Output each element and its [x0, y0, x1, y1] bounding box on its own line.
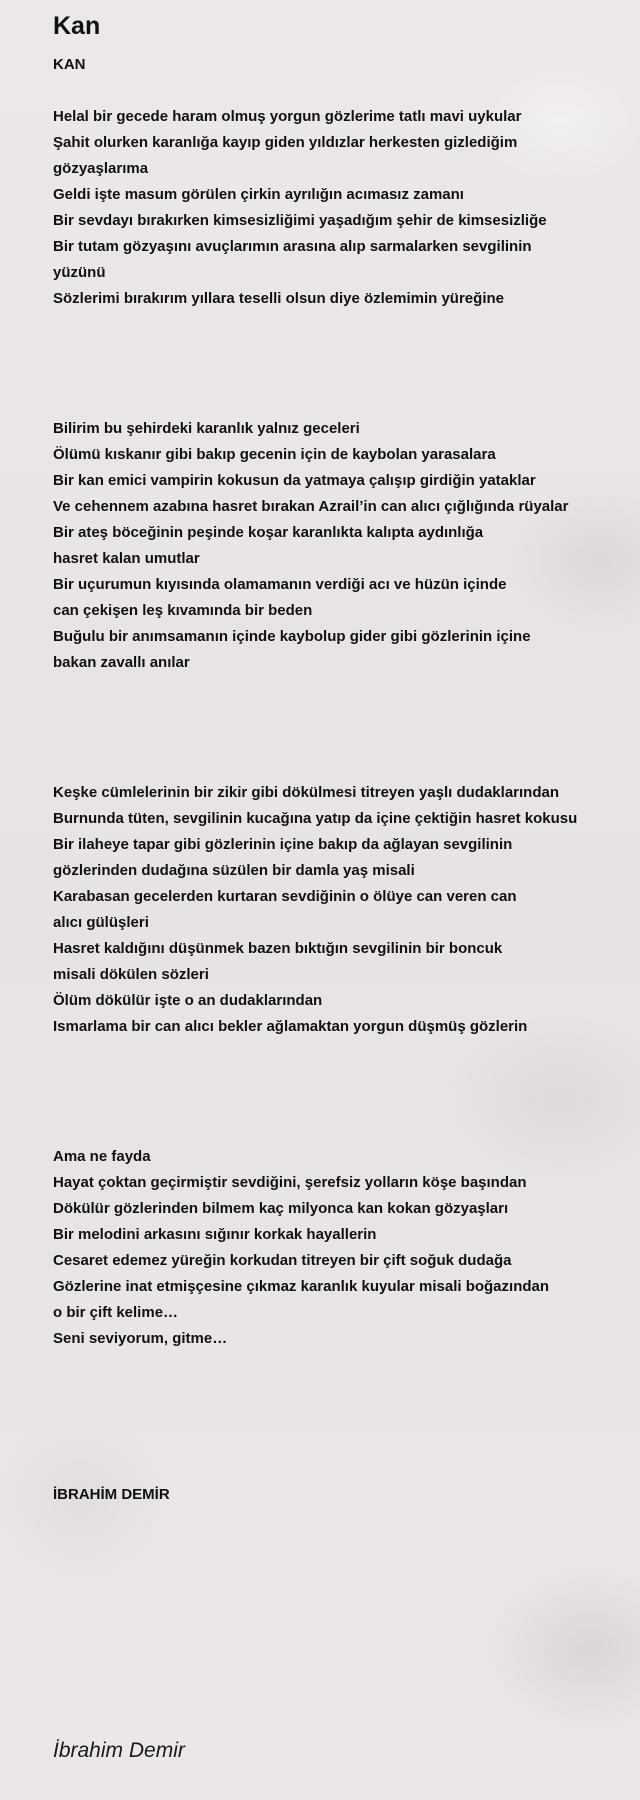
poem-line: Bir sevdayı bırakırken kimsesizliğimi yaşadığım şehir de kimsesizliğe	[53, 212, 547, 229]
stanza-2	[53, 416, 628, 676]
poem-line: Ama ne fayda	[53, 1148, 151, 1165]
spacer	[53, 1404, 628, 1430]
poem-line: Bir ilaheye tapar gibi gözlerinin içine bakıp da ağlayan sevgilinin	[53, 836, 513, 853]
poem-line: yüzünü	[53, 264, 106, 281]
spacer	[53, 676, 628, 702]
poem-line: misali dökülen sözleri	[53, 966, 209, 983]
poem-line: Seni seviyorum, gitme…	[53, 1330, 228, 1347]
poem-line: Şahit olurken karanlığa kayıp giden yıldızlar herkesten gizlediğim	[53, 134, 518, 151]
poem-line: Karabasan gecelerden kurtaran sevdiğinin o ölüye can veren can	[53, 888, 517, 905]
spacer	[53, 1092, 628, 1118]
poem-line: Buğulu bir anımsamanın içinde kaybolup gider gibi gözlerinin içine	[53, 628, 531, 645]
poem-line: hasret kalan umutlar	[53, 550, 200, 567]
spacer	[53, 78, 628, 104]
spacer	[53, 1352, 628, 1378]
poem-line: Bir uçurumun kıyısında olamamanın verdiği acı ve hüzün içinde	[53, 576, 507, 593]
stanza-4	[53, 1144, 628, 1352]
poem-line: gözyaşlarıma	[53, 160, 149, 177]
poem-line: Sözlerimi bırakırım yıllara teselli olsun diye özlemimin yüreğine	[53, 290, 504, 307]
poem-line: Ölüm dökülür işte o an dudaklarından	[53, 992, 323, 1009]
poem-line: Dökülür gözlerinden bilmem kaç milyonca kan kokan gözyaşları	[53, 1200, 509, 1217]
poem-line: Bir tutam gözyaşını avuçlarımın arasına alıp sarmalarken sevgilinin	[53, 238, 532, 255]
poem-line: Ismarlama bir can alıcı bekler ağlamaktan yorgun düşmüş gözlerin	[53, 1018, 528, 1035]
spacer	[53, 364, 628, 390]
poem-line: Burnunda tüten, sevgilinin kucağına yatıp da içine çektiğin hasret kokusu	[53, 810, 578, 827]
poem-body	[53, 52, 628, 1508]
poem-line: Bilirim bu şehirdeki karanlık yalnız geceleri	[53, 420, 360, 437]
spacer	[53, 390, 628, 416]
poem-line: Helal bir gecede haram olmuş yorgun gözlerime tatlı mavi uykular	[53, 108, 522, 125]
spacer	[53, 1066, 628, 1092]
spacer	[53, 728, 628, 754]
poem-line: alıcı gülüşleri	[53, 914, 149, 931]
stanza-1	[53, 104, 628, 312]
spacer	[53, 1456, 628, 1482]
spacer	[53, 338, 628, 364]
poem-line: Hasret kaldığını düşünmek bazen bıktığın sevgilinin bir boncuk	[53, 940, 503, 957]
poem-author: İBRAHİM DEMİR	[53, 1486, 170, 1503]
poem-line: Cesaret edemez yüreğin korkudan titreyen bir çift soğuk dudağa	[53, 1252, 512, 1269]
spacer	[53, 1118, 628, 1144]
poem-line: Keşke cümlelerinin bir zikir gibi dökülmesi titreyen yaşlı dudaklarından	[53, 784, 559, 801]
poem-heading: KAN	[53, 56, 86, 73]
poem-line: Bir ateş böceğinin peşinde koşar karanlıkta kalıpta aydınlığa	[53, 524, 484, 541]
poem-line: Hayat çoktan geçirmiştir sevdiğini, şerefsiz yolların köşe başından	[53, 1174, 527, 1191]
spacer	[53, 1430, 628, 1456]
spacer	[53, 312, 628, 338]
poem-line: Bir melodini arkasını sığınır korkak hayallerin	[53, 1226, 377, 1243]
poem-line: gözlerinden dudağına süzülen bir damla yaş misali	[53, 862, 415, 879]
poem-line: Bir kan emici vampirin kokusun da yatmaya çalışıp girdiğin yataklar	[53, 472, 536, 489]
poem-line: Ve cehennem azabına hasret bırakan Azrail’in can alıcı çığlığında rüyalar	[53, 498, 569, 515]
poem-line: bakan zavallı anılar	[53, 654, 190, 671]
spacer	[53, 1040, 628, 1066]
stanza-3	[53, 780, 628, 1040]
signature: İbrahim Demir	[53, 1739, 185, 1762]
spacer	[53, 754, 628, 780]
poem-line: Gözlerine inat etmişçesine çıkmaz karanlık kuyular misali boğazından	[53, 1278, 550, 1295]
poem-line: can çekişen leş kıvamında bir beden	[53, 602, 313, 619]
spacer	[53, 1378, 628, 1404]
poem-line: Ölümü kıskanır gibi bakıp gecenin için de kaybolan yarasalara	[53, 446, 496, 463]
page-title: Kan	[53, 12, 101, 40]
poem-line: Geldi işte masum görülen çirkin ayrılığın acımasız zamanı	[53, 186, 464, 203]
spacer	[53, 702, 628, 728]
poem-line: o bir çift kelime…	[53, 1304, 179, 1321]
